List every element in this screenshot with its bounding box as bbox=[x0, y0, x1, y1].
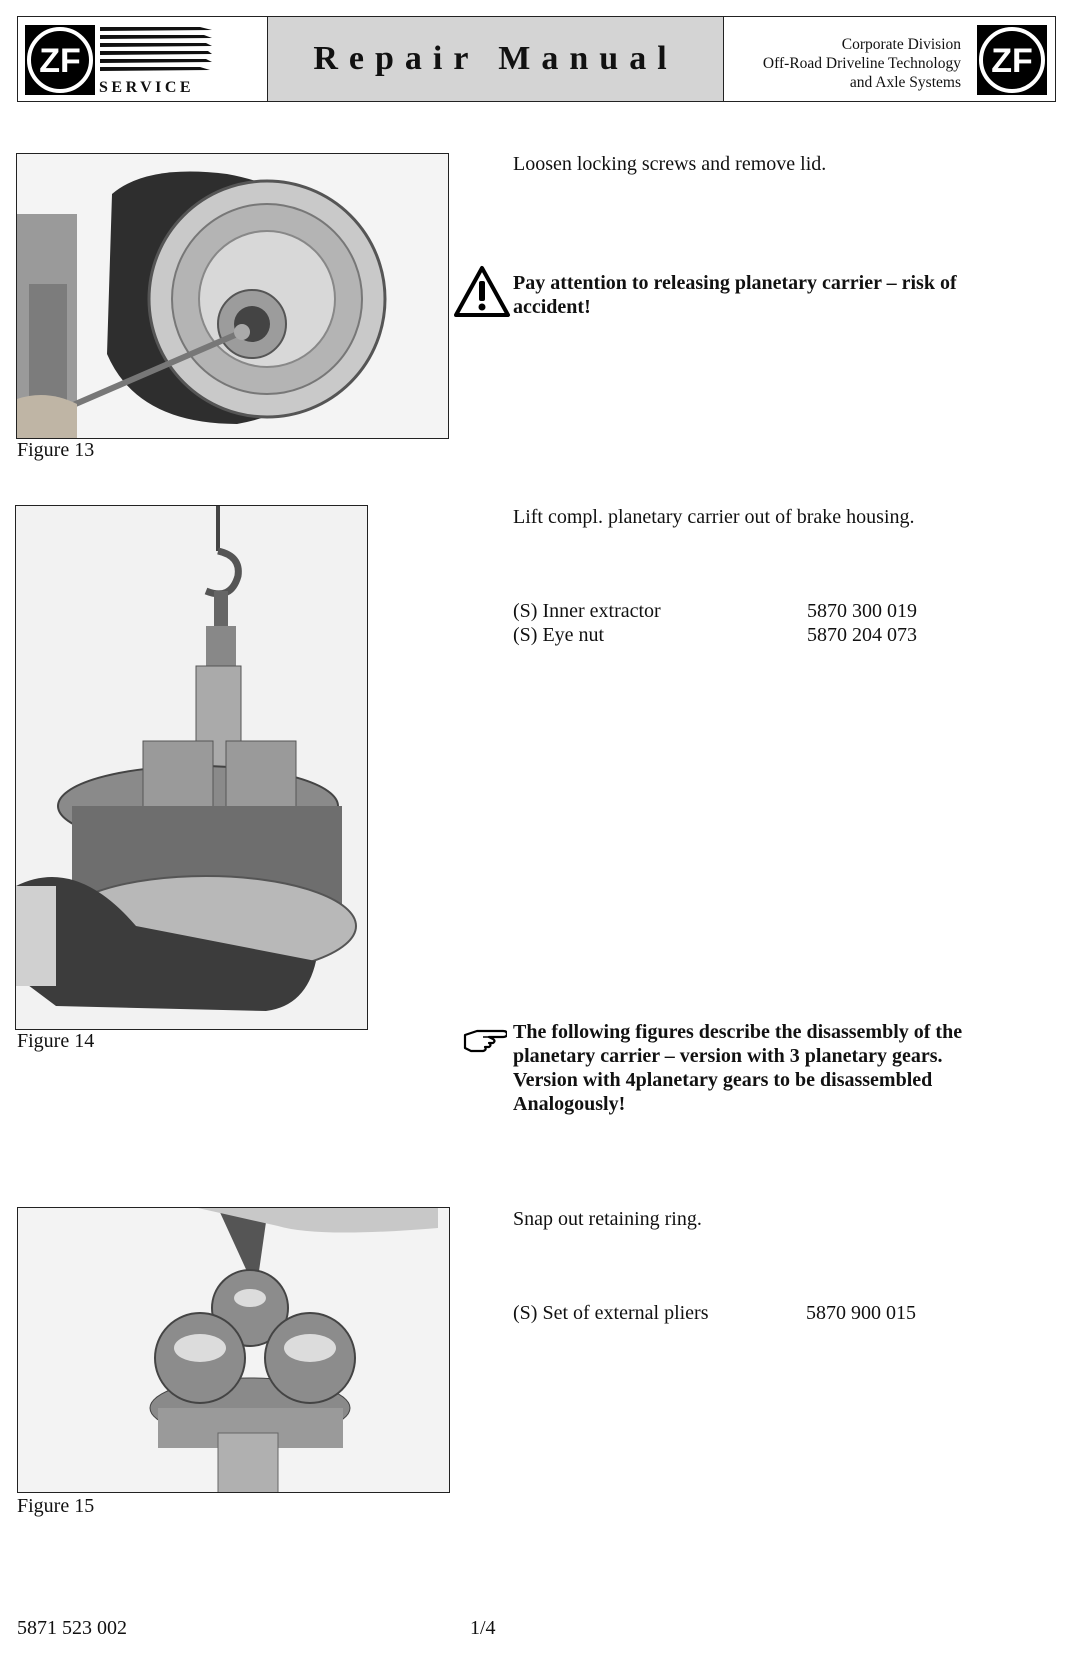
tool-row bbox=[513, 599, 917, 623]
zf-logo-icon bbox=[25, 25, 95, 95]
note-text: The following figures describe the disassembly of the planetary carrier – version with 3 planetary gears. Version with 4planetary gears to be disassembled Analogously! bbox=[513, 1021, 963, 1115]
warning-text: Pay attention to releasing planetary carrier – risk of accident! bbox=[513, 272, 957, 318]
header-division-block bbox=[724, 17, 1055, 101]
tool-number: 5870 300 019 bbox=[807, 600, 917, 622]
instruction-14: Lift compl. planetary carrier out of brake housing. bbox=[513, 506, 915, 528]
header-logo-block bbox=[18, 17, 268, 101]
tools-list-14 bbox=[513, 599, 917, 647]
tool-name: (S) Eye nut bbox=[513, 624, 605, 646]
figure-14-caption: Figure 14 bbox=[17, 1030, 95, 1052]
speed-lines-icon bbox=[100, 25, 212, 77]
pointing-hand-icon bbox=[463, 1027, 507, 1053]
figure-15-photo bbox=[17, 1207, 450, 1493]
header-title-block bbox=[268, 17, 724, 101]
figure-15-caption: Figure 15 bbox=[17, 1495, 95, 1517]
doc-number: 5871 523 002 bbox=[17, 1617, 127, 1639]
warning-triangle-icon bbox=[453, 265, 511, 319]
tool-row bbox=[513, 1301, 916, 1325]
instruction-13: Loosen locking screws and remove lid. bbox=[513, 153, 827, 175]
tools-list-15 bbox=[513, 1301, 916, 1325]
tool-number: 5870 900 015 bbox=[806, 1302, 916, 1324]
division-line-2: Off-Road Driveline Technology bbox=[762, 55, 961, 72]
page-number: 1/4 bbox=[470, 1617, 496, 1639]
figure-13-caption: Figure 13 bbox=[17, 439, 95, 461]
division-text bbox=[763, 35, 961, 92]
page-header bbox=[17, 16, 1056, 102]
tool-name: (S) Inner extractor bbox=[513, 600, 661, 622]
page-title: Repair Manual bbox=[313, 40, 678, 77]
tool-number: 5870 204 073 bbox=[807, 624, 917, 646]
svg-text:ZF: ZF bbox=[991, 42, 1033, 80]
tool-name: (S) Set of external pliers bbox=[513, 1302, 709, 1324]
service-label: SERVICE bbox=[99, 79, 195, 96]
zf-logo-right-icon bbox=[977, 25, 1047, 95]
tool-row bbox=[513, 623, 917, 647]
svg-text:ZF: ZF bbox=[39, 42, 81, 80]
instruction-15: Snap out retaining ring. bbox=[513, 1208, 702, 1230]
figure-13-photo bbox=[16, 153, 449, 439]
figure-14-photo bbox=[15, 505, 368, 1030]
division-line-1: Corporate Division bbox=[841, 36, 961, 53]
division-line-3: and Axle Systems bbox=[849, 74, 961, 91]
